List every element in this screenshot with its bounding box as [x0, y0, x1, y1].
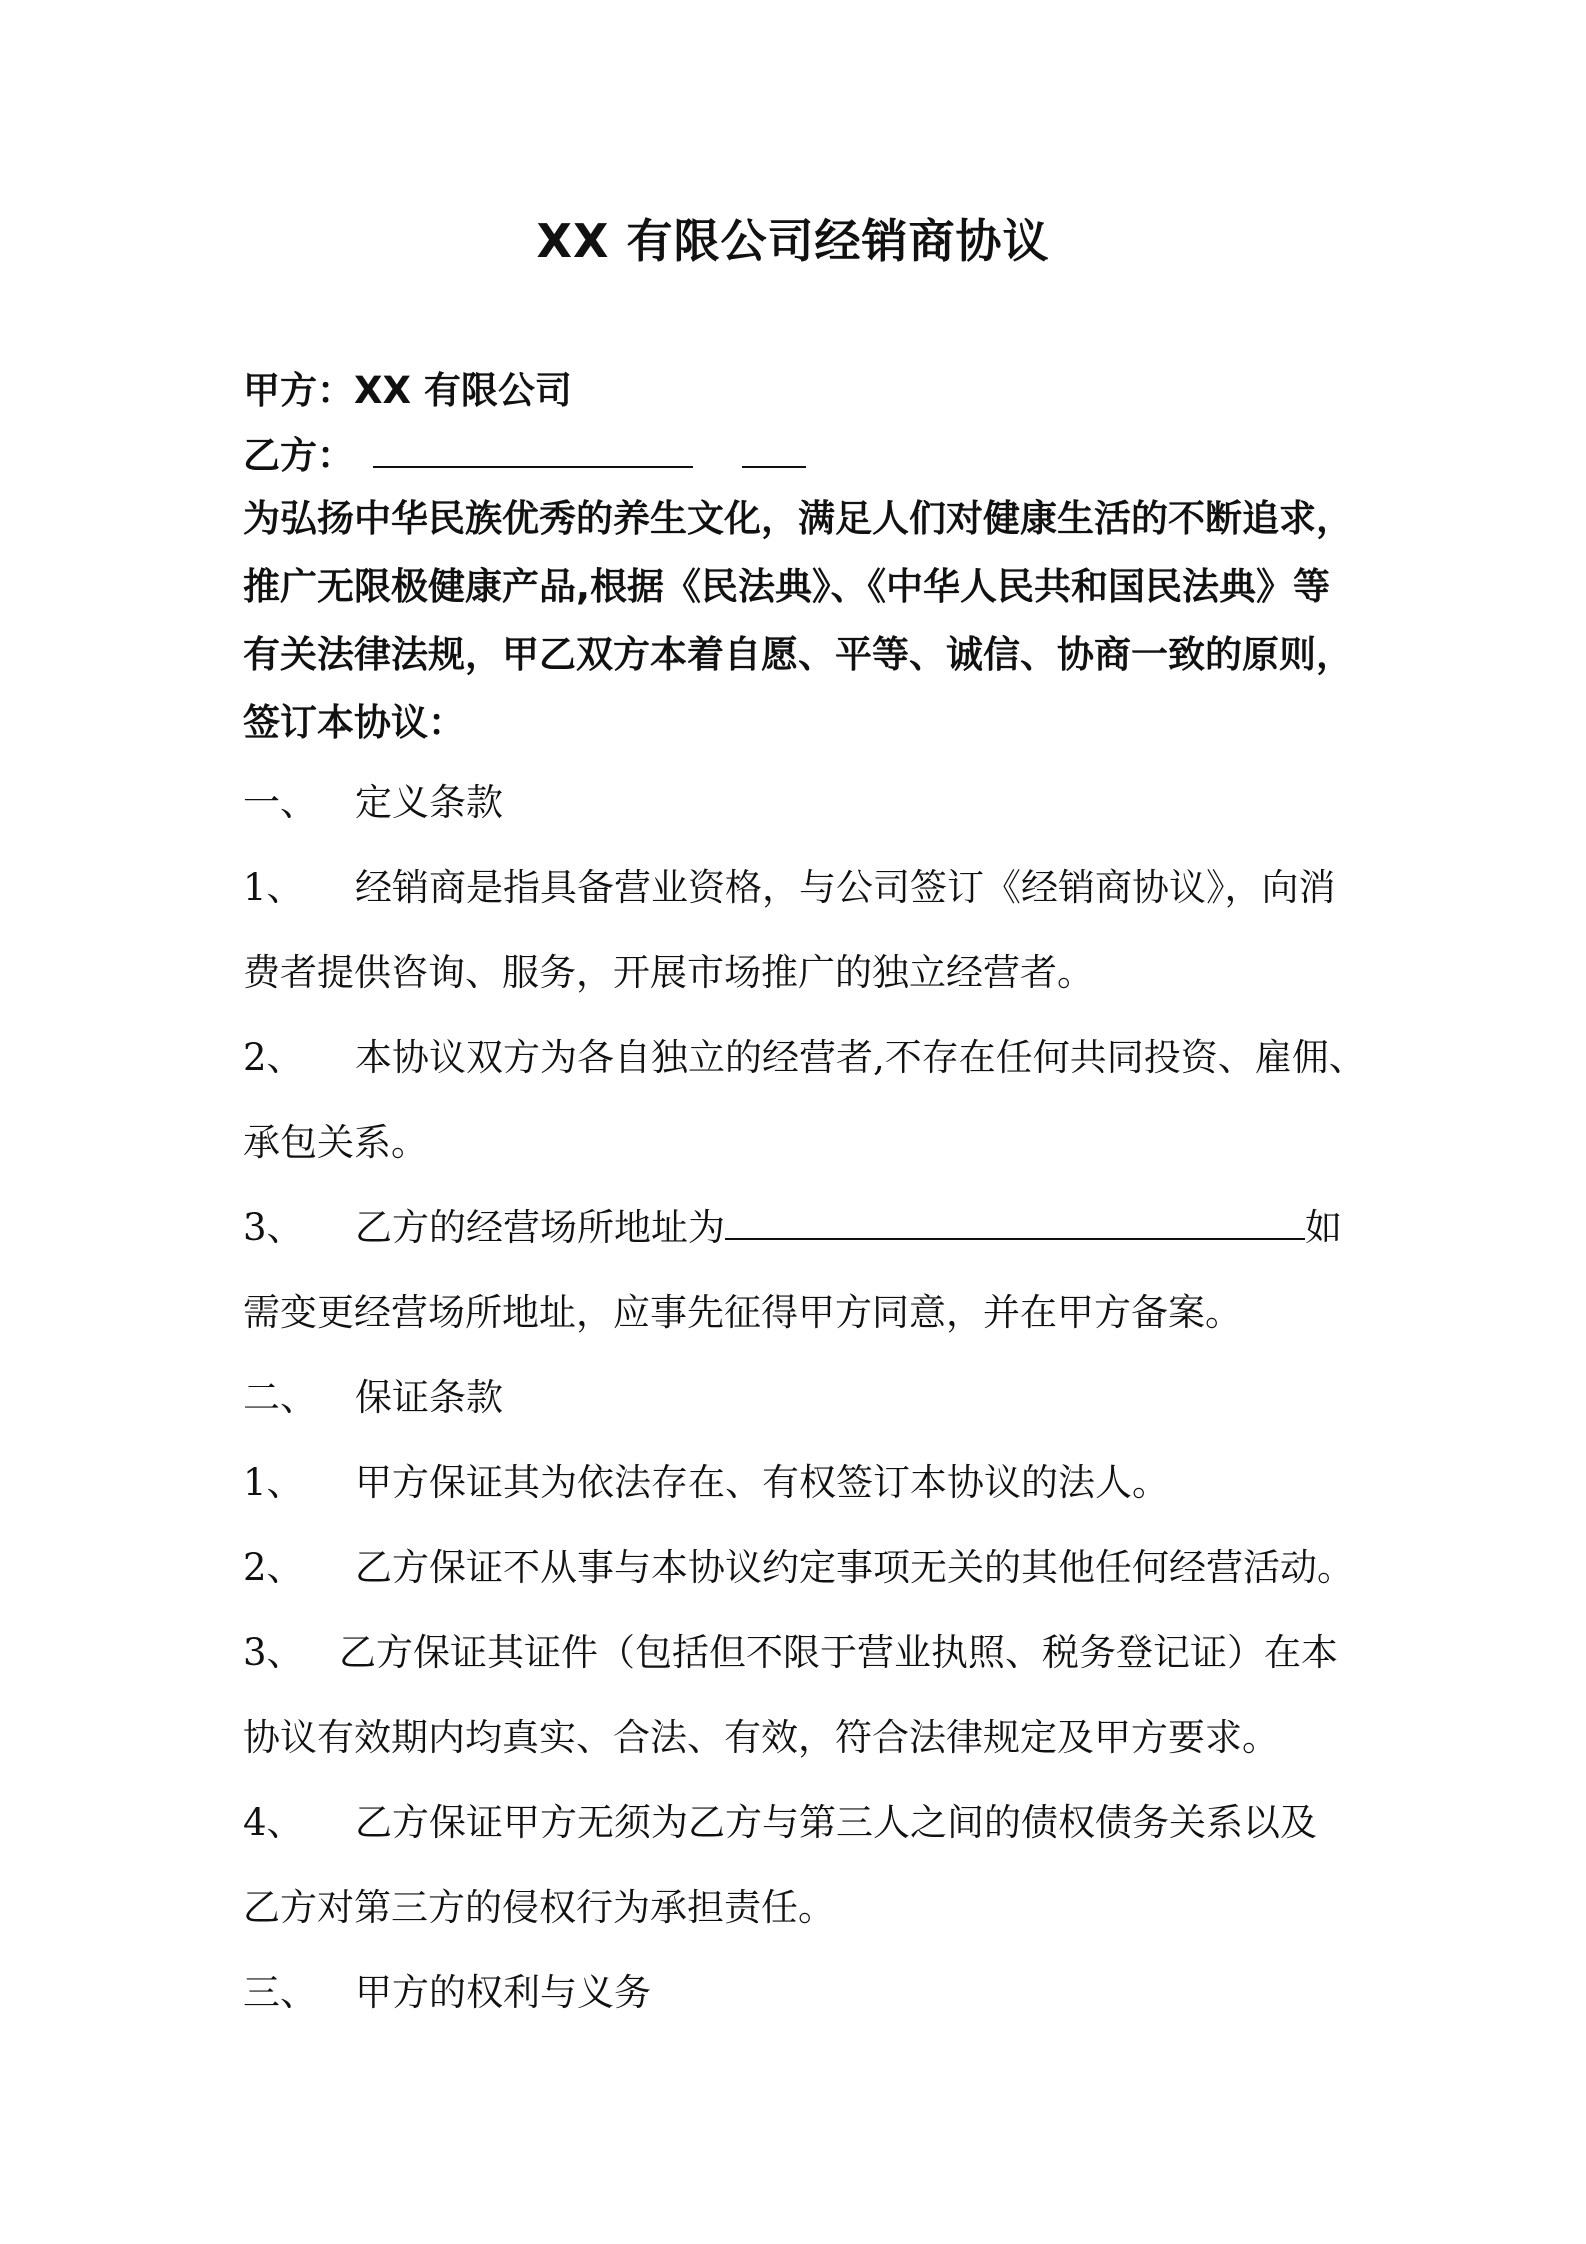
clause-text: 乙方保证不从事与本协议约定事项无关的其他任何经营活动。 [355, 1546, 1354, 1589]
clause-2-3-line-1 [243, 1622, 1338, 1676]
clause-number: 1、 [243, 866, 304, 909]
clause-text: 本协议双方为各自独立的经营者,不存在任何共同投资、雇佣、 [355, 1036, 1366, 1079]
party-b-line [243, 425, 806, 479]
clause-1-3-line-2: 需变更经营场所地址，应事先征得甲方同意，并在甲方备案。 [243, 1291, 1242, 1334]
preamble-line-4: 签订本协议： [243, 701, 465, 744]
section-heading: 甲方的权利与义务 [355, 1971, 651, 2014]
clause-number: 3、 [243, 1206, 304, 1249]
preamble-line-3: 有关法律法规，甲乙双方本着自愿、平等、诚信、协商一致的原则， [243, 633, 1353, 676]
party-a-value: XX 有限公司 [354, 369, 572, 412]
section-number: 三、 [243, 1971, 317, 2014]
preamble-line-1: 为弘扬中华民族优秀的养生文化，满足人们对健康生活的不断追求， [243, 497, 1353, 540]
clause-text: 乙方保证甲方无须为乙方与第三人之间的债权债务关系以及 [355, 1801, 1317, 1844]
clause-1-1-line-2: 费者提供咨询、服务，开展市场推广的独立经营者。 [243, 951, 1094, 994]
clause-1-1-line-1 [243, 857, 1336, 911]
clause-number: 3、 [243, 1631, 304, 1674]
section-heading: 保证条款 [355, 1376, 503, 1419]
clause-1-3-line-1 [243, 1197, 1342, 1251]
clause-2-4-line-1 [243, 1792, 1317, 1846]
clause-number: 2、 [243, 1036, 304, 1079]
clause-number: 4、 [243, 1801, 304, 1844]
preamble-line-2: 推广无限极健康产品,根据《民法典》、《中华人民共和国民法典》等 [243, 565, 1331, 608]
clause-1-2-line-1 [243, 1027, 1366, 1081]
clause-2-2-line-1 [243, 1537, 1354, 1591]
party-b-label: 乙方： [243, 434, 354, 477]
party-a-label: 甲方： [243, 369, 354, 412]
clause-text-tail: 如 [1305, 1206, 1342, 1249]
clause-2-4-line-2: 乙方对第三方的侵权行为承担责任。 [243, 1886, 835, 1929]
clause-text: 乙方保证其证件（包括但不限于营业执照、税务登记证）在本 [339, 1631, 1338, 1674]
clause-number: 1、 [243, 1461, 304, 1504]
party-b-blank-2 [742, 432, 806, 468]
address-blank [725, 1204, 1305, 1240]
clause-1-2-line-2: 承包关系。 [243, 1121, 428, 1164]
clause-number: 2、 [243, 1546, 304, 1589]
section-3-heading [243, 1962, 651, 2016]
clause-2-1-line-1 [243, 1452, 1169, 1506]
document-title: XX 有限公司经销商协议 [536, 214, 1050, 268]
clause-text: 甲方保证其为依法存在、有权签订本协议的法人。 [355, 1461, 1169, 1504]
section-2-heading [243, 1367, 503, 1421]
clause-text: 乙方的经营场所地址为 [355, 1206, 725, 1249]
clause-text: 经销商是指具备营业资格，与公司签订《经销商协议》，向消 [355, 866, 1336, 909]
party-b-blank-1 [373, 432, 693, 468]
section-number: 二、 [243, 1376, 317, 1419]
clause-2-3-line-2: 协议有效期内均真实、合法、有效，符合法律规定及甲方要求。 [243, 1716, 1279, 1759]
party-a-line [243, 360, 572, 414]
section-number: 一、 [243, 781, 317, 824]
section-1-heading [243, 772, 503, 826]
section-heading: 定义条款 [355, 781, 503, 824]
